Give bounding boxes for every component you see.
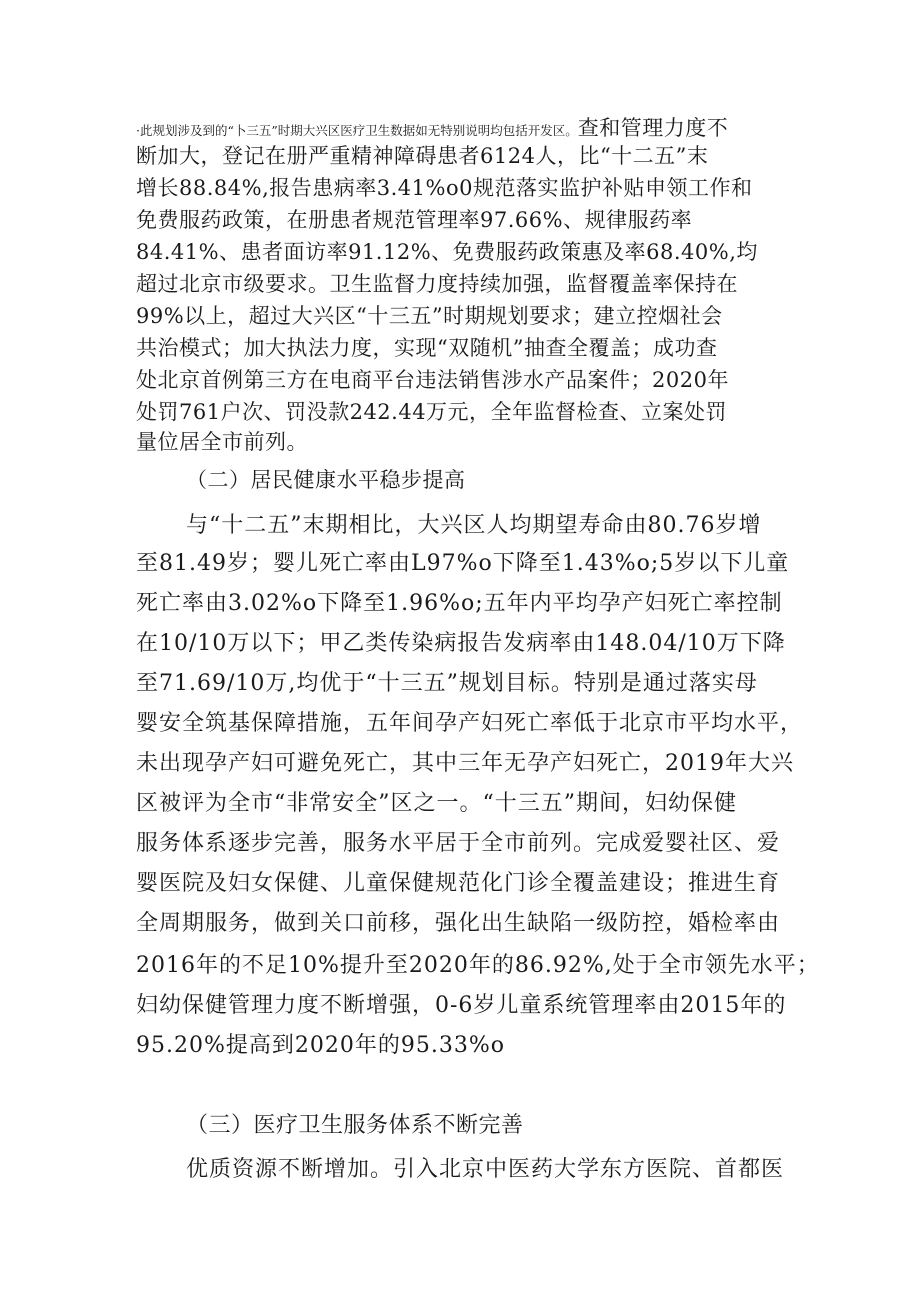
- para1-line: 增长88.84%,报告患病率3.41%o0规范落实监护补贴申领工作和: [136, 176, 753, 200]
- para2-line: 服务体系逐步完善，服务水平居于全市前列。完成爱婴社区、爱: [136, 831, 781, 856]
- para1-line: 处北京首例第三方在电商平台违法销售涉水产品案件；2020年: [136, 368, 729, 392]
- para2-line: 至71.69/10万,均优于“十三五”规划目标。特别是通过落实母: [136, 671, 758, 696]
- para2-line: 婴安全筑基保障措施，五年间孕产妇死亡率低于北京市平均水平，: [136, 711, 804, 736]
- para2-line: 至81.49岁；婴儿死亡率由L97%o下降至1.43%o;5岁以下儿童: [136, 551, 790, 576]
- para2-line: 2016年的不足10%提升至2020年的86.92%,处于全市领先水平；: [136, 953, 820, 978]
- para1-line: 量位居全市前列。: [136, 430, 308, 454]
- para2-line: 全周期服务，做到关口前移，强化出生缺陷一级防控，婚检率由: [136, 911, 781, 936]
- para1-line: 共治模式；加大执法力度，实现“双随机”抽查全覆盖；成功查: [136, 336, 718, 360]
- para2-line: 未出现孕产妇可避免死亡，其中三年无孕产妇死亡，2019年大兴: [136, 751, 794, 776]
- para2-line: 区被评为全市“非常安全”区之一。“十三五”期间，妇幼保健: [136, 791, 737, 816]
- para2-line: 婴医院及妇女保健、儿童保健规范化门诊全覆盖建设；推进生育: [136, 871, 781, 896]
- para1-line-0: 查和管理力度不: [577, 116, 729, 140]
- para1-line: 99%以上，超过大兴区“十三五”时期规划要求；建立控烟社会: [136, 304, 723, 328]
- para1-line: 处罚761户次、罚没款242.44万元，全年监督检查、立案处罚: [136, 400, 728, 424]
- para2-line: 与“十二五”末期相比，大兴区人均期望寿命由80.76岁增: [186, 513, 762, 538]
- para1-line: 断加大，登记在册严重精神障碍患者6124人，比“十二五”末: [136, 144, 709, 168]
- para2-line: 妇幼保健管理力度不断增强，0-6岁儿童系统管理率由2015年的: [136, 993, 787, 1018]
- para1-line: 84.41%、患者面访率91.12%、免费服药政策惠及率68.40%,均: [136, 240, 758, 264]
- para2-line: 在10/10万以下；甲乙类传染病报告发病率由148.04/10万下降: [136, 631, 786, 656]
- footnote: ·此规划涉及到的“卜三五”时期大兴区医疗卫生数据如无特别说明均包括开发区。: [136, 123, 578, 138]
- para3-line: 优质资源不断增加。引入北京中医药大学东方医院、首都医: [186, 1157, 785, 1182]
- para1-line: 超过北京市级要求。卫生监督力度持续加强，监督覆盖率保持在: [136, 272, 738, 296]
- para1-line: 免费服药政策，在册患者规范管理率97.66%、规律服药率: [136, 208, 693, 232]
- para2-line: 死亡率由3.02%o下降至1.96%o;五年内平均孕产妇死亡率控制: [136, 591, 783, 616]
- section-heading-2: （二）居民健康水平稳步提高: [186, 468, 466, 492]
- section-heading-3: （三）医疗卫生服务体系不断完善: [186, 1113, 524, 1138]
- para2-line: 95.20%提高到2020年的95.33%o: [136, 1033, 506, 1058]
